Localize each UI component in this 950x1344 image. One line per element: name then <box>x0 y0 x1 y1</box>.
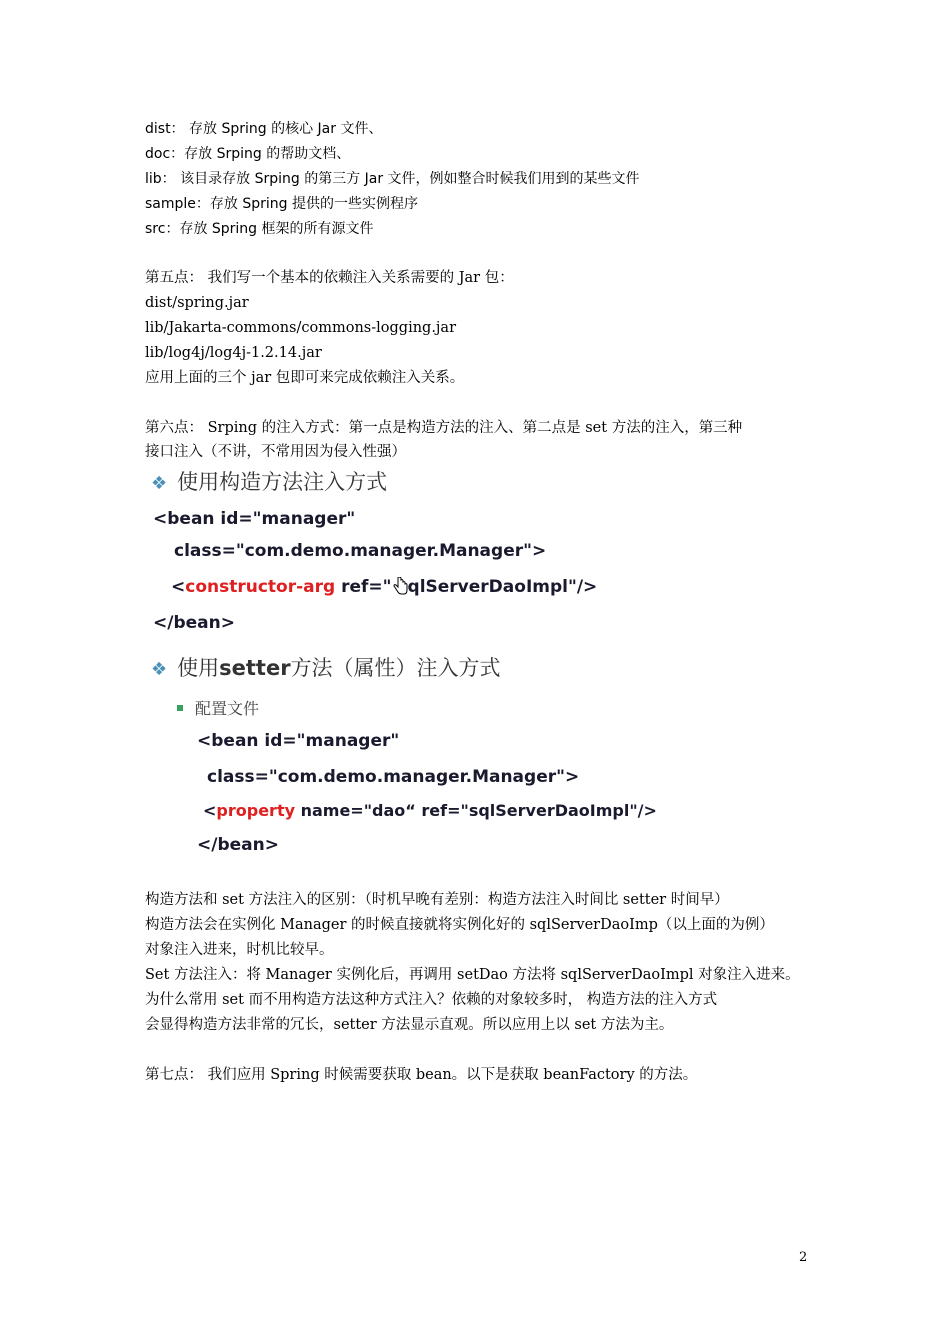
slide-heading-constructor: ❖ 使用构造方法注入方式 <box>151 470 388 494</box>
code-line: <constructor-arg ref=" qlServerDaoImpl"/> <box>171 577 598 597</box>
section-heading: 第五点： 我们写一个基本的依赖注入关系需要的 Jar 包： <box>145 270 514 286</box>
text-line: lib/log4j/log4j-1.2.14.jar <box>145 345 322 361</box>
text-line: lib： 该目录存放 Srping 的第三方 Jar 文件，例如整合时候我们用到的某些文件 <box>145 171 640 187</box>
text-line: doc：存放 Srping 的帮助文档、 <box>145 146 351 162</box>
slide-heading-setter: ❖ 使用setter方法（属性）注入方式 <box>151 656 501 680</box>
text-line: 应用上面的三个 jar 包即可来完成依赖注入关系。 <box>145 370 465 386</box>
slide-sub-bullet: 配置文件 <box>177 696 259 719</box>
text-line: sample：存放 Spring 提供的一些实例程序 <box>145 196 418 212</box>
text-line: dist： 存放 Spring 的核心 Jar 文件、 <box>145 121 383 137</box>
text-line: 会显得构造方法非常的冗长，setter 方法显示直观。所以应用上以 set 方法为主。 <box>145 1017 674 1033</box>
embedded-slide-image <box>145 460 675 878</box>
square-bullet-icon <box>177 705 183 711</box>
text-line: 为什么常用 set 而不用构造方法这种方式注入？依赖的对象较多时， 构造方法的注入方式 <box>145 992 718 1008</box>
hand-cursor-icon <box>392 577 408 595</box>
section-heading: 第七点： 我们应用 Spring 时候需要获取 bean。以下是获取 beanFactory 的方法。 <box>145 1067 698 1083</box>
text-line: 接口注入（不讲，不常用因为侵入性强） <box>145 444 406 460</box>
code-line: class="com.demo.manager.Manager"> <box>207 767 580 787</box>
code-line: <bean id="manager" <box>197 731 400 751</box>
section-heading: 第六点： Srping 的注入方式：第一点是构造方法的注入、第二点是 set 方法的注入，第三种 <box>145 420 743 436</box>
diamond-bullet-icon: ❖ <box>151 473 168 494</box>
code-line: </bean> <box>197 835 279 855</box>
text-line: Set 方法注入：将 Manager 实例化后，再调用 setDao 方法将 sqlServerDaoImpl 对象注入进来。 <box>145 967 800 983</box>
text-line: lib/Jakarta-commons/commons-logging.jar <box>145 320 457 336</box>
code-line: <bean id="manager" <box>153 509 356 529</box>
text-line: dist/spring.jar <box>145 295 249 311</box>
text-line: src：存放 Spring 框架的所有源文件 <box>145 221 374 237</box>
code-line: <property name="dao“ ref="sqlServerDaoImpl"/> <box>203 801 657 820</box>
page-number: 2 <box>799 1250 808 1265</box>
text-line: 构造方法会在实例化 Manager 的时候直接就将实例化好的 sqlServerDaoImp（以上面的为例） <box>145 917 774 933</box>
diamond-bullet-icon: ❖ <box>151 659 168 680</box>
text-line: 构造方法和 set 方法注入的区别：（时机早晚有差别：构造方法注入时间比 setter 时间早） <box>145 892 729 908</box>
text-line: 对象注入进来，时机比较早。 <box>145 942 334 958</box>
code-line: class="com.demo.manager.Manager"> <box>174 541 547 561</box>
code-line: </bean> <box>153 613 235 633</box>
